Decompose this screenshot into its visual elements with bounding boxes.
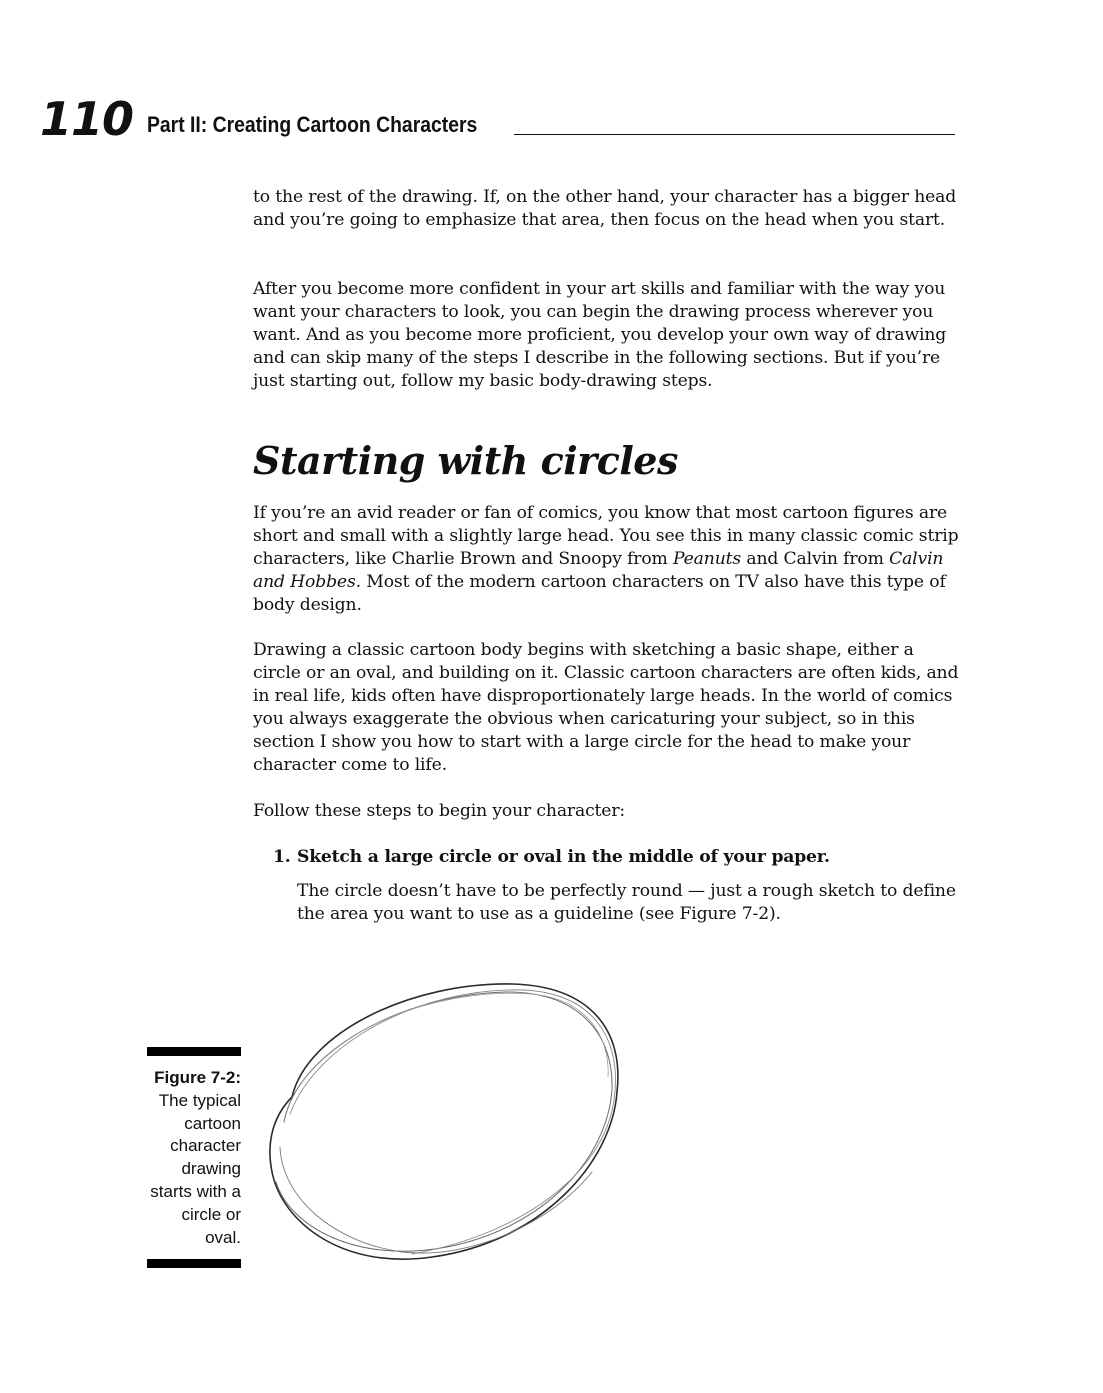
- running-head: [147, 113, 955, 137]
- paragraph-continued: to the rest of the drawing. If, on the other hand, your character has a bigger head and you’re going to emphasize that area, then focus on the head when you start.: [253, 187, 957, 230]
- paragraph-comics: [253, 502, 963, 617]
- paragraph-confidence: After you become more confident in your art skills and familiar with the way you want your characters to look, you can begin the drawing process wherever you want. And as you become more proficient, you develop your own way of drawing and can skip many of the steps I describe in the following sections. But if you’re just starting out, follow my basic body-drawing steps.: [253, 279, 947, 391]
- paragraph-follow-steps: Follow these steps to begin your character:: [253, 801, 626, 821]
- sketched-oval-figure: [262, 972, 632, 1272]
- text-run: If you’re an avid reader or fan of comics, you know that most cartoon figures are short and small with a slightly large head. You see this in many classic comic strip characters, like Charlie Brown and Snoopy from: [253, 503, 959, 569]
- figure-background: [262, 972, 632, 1272]
- paragraph-classic-body: Drawing a classic cartoon body begins with sketching a basic shape, either a circle or an oval, and building on it. Classic cartoon characters are often kids, and in real life, kids often have disproportionately large heads. In the world of comics you always exaggerate the obvious when caricaturing your subject, so in this section I show you how to start with a large circle for the head to make your character come to life.: [253, 640, 959, 775]
- page-number: 110: [40, 92, 134, 146]
- figure-caption-text: The typical cartoon character drawing starts with a circle or oval.: [150, 1090, 241, 1247]
- section-heading: Starting with circles: [253, 438, 678, 483]
- text-run: Most of the modern cartoon characters on TV also have this type of body design.: [253, 572, 946, 615]
- caption-bar-bottom: [147, 1259, 241, 1268]
- running-head-rule: [514, 134, 955, 135]
- figure-label: Figure 7-2:: [154, 1068, 241, 1087]
- step-1-detail: The circle doesn’t have to be perfectly round — just a rough sketch to define the area you want to use as a guideline (see Figure 7-2).: [297, 881, 956, 924]
- italic-title-peanuts: Peanuts: [673, 549, 742, 569]
- caption-bar-top: [147, 1047, 241, 1056]
- step-number: 1.: [273, 847, 291, 867]
- step-heading-text: Sketch a large circle or oval in the middle of your paper.: [297, 847, 830, 867]
- text-run: and Calvin from: [741, 549, 890, 569]
- running-head-title: Part II: Creating Cartoon Characters: [147, 112, 478, 137]
- figure-caption: [147, 1067, 241, 1249]
- italic-title-calvin: Calvin and Hobbes.: [253, 549, 944, 592]
- step-1-heading: [273, 846, 830, 869]
